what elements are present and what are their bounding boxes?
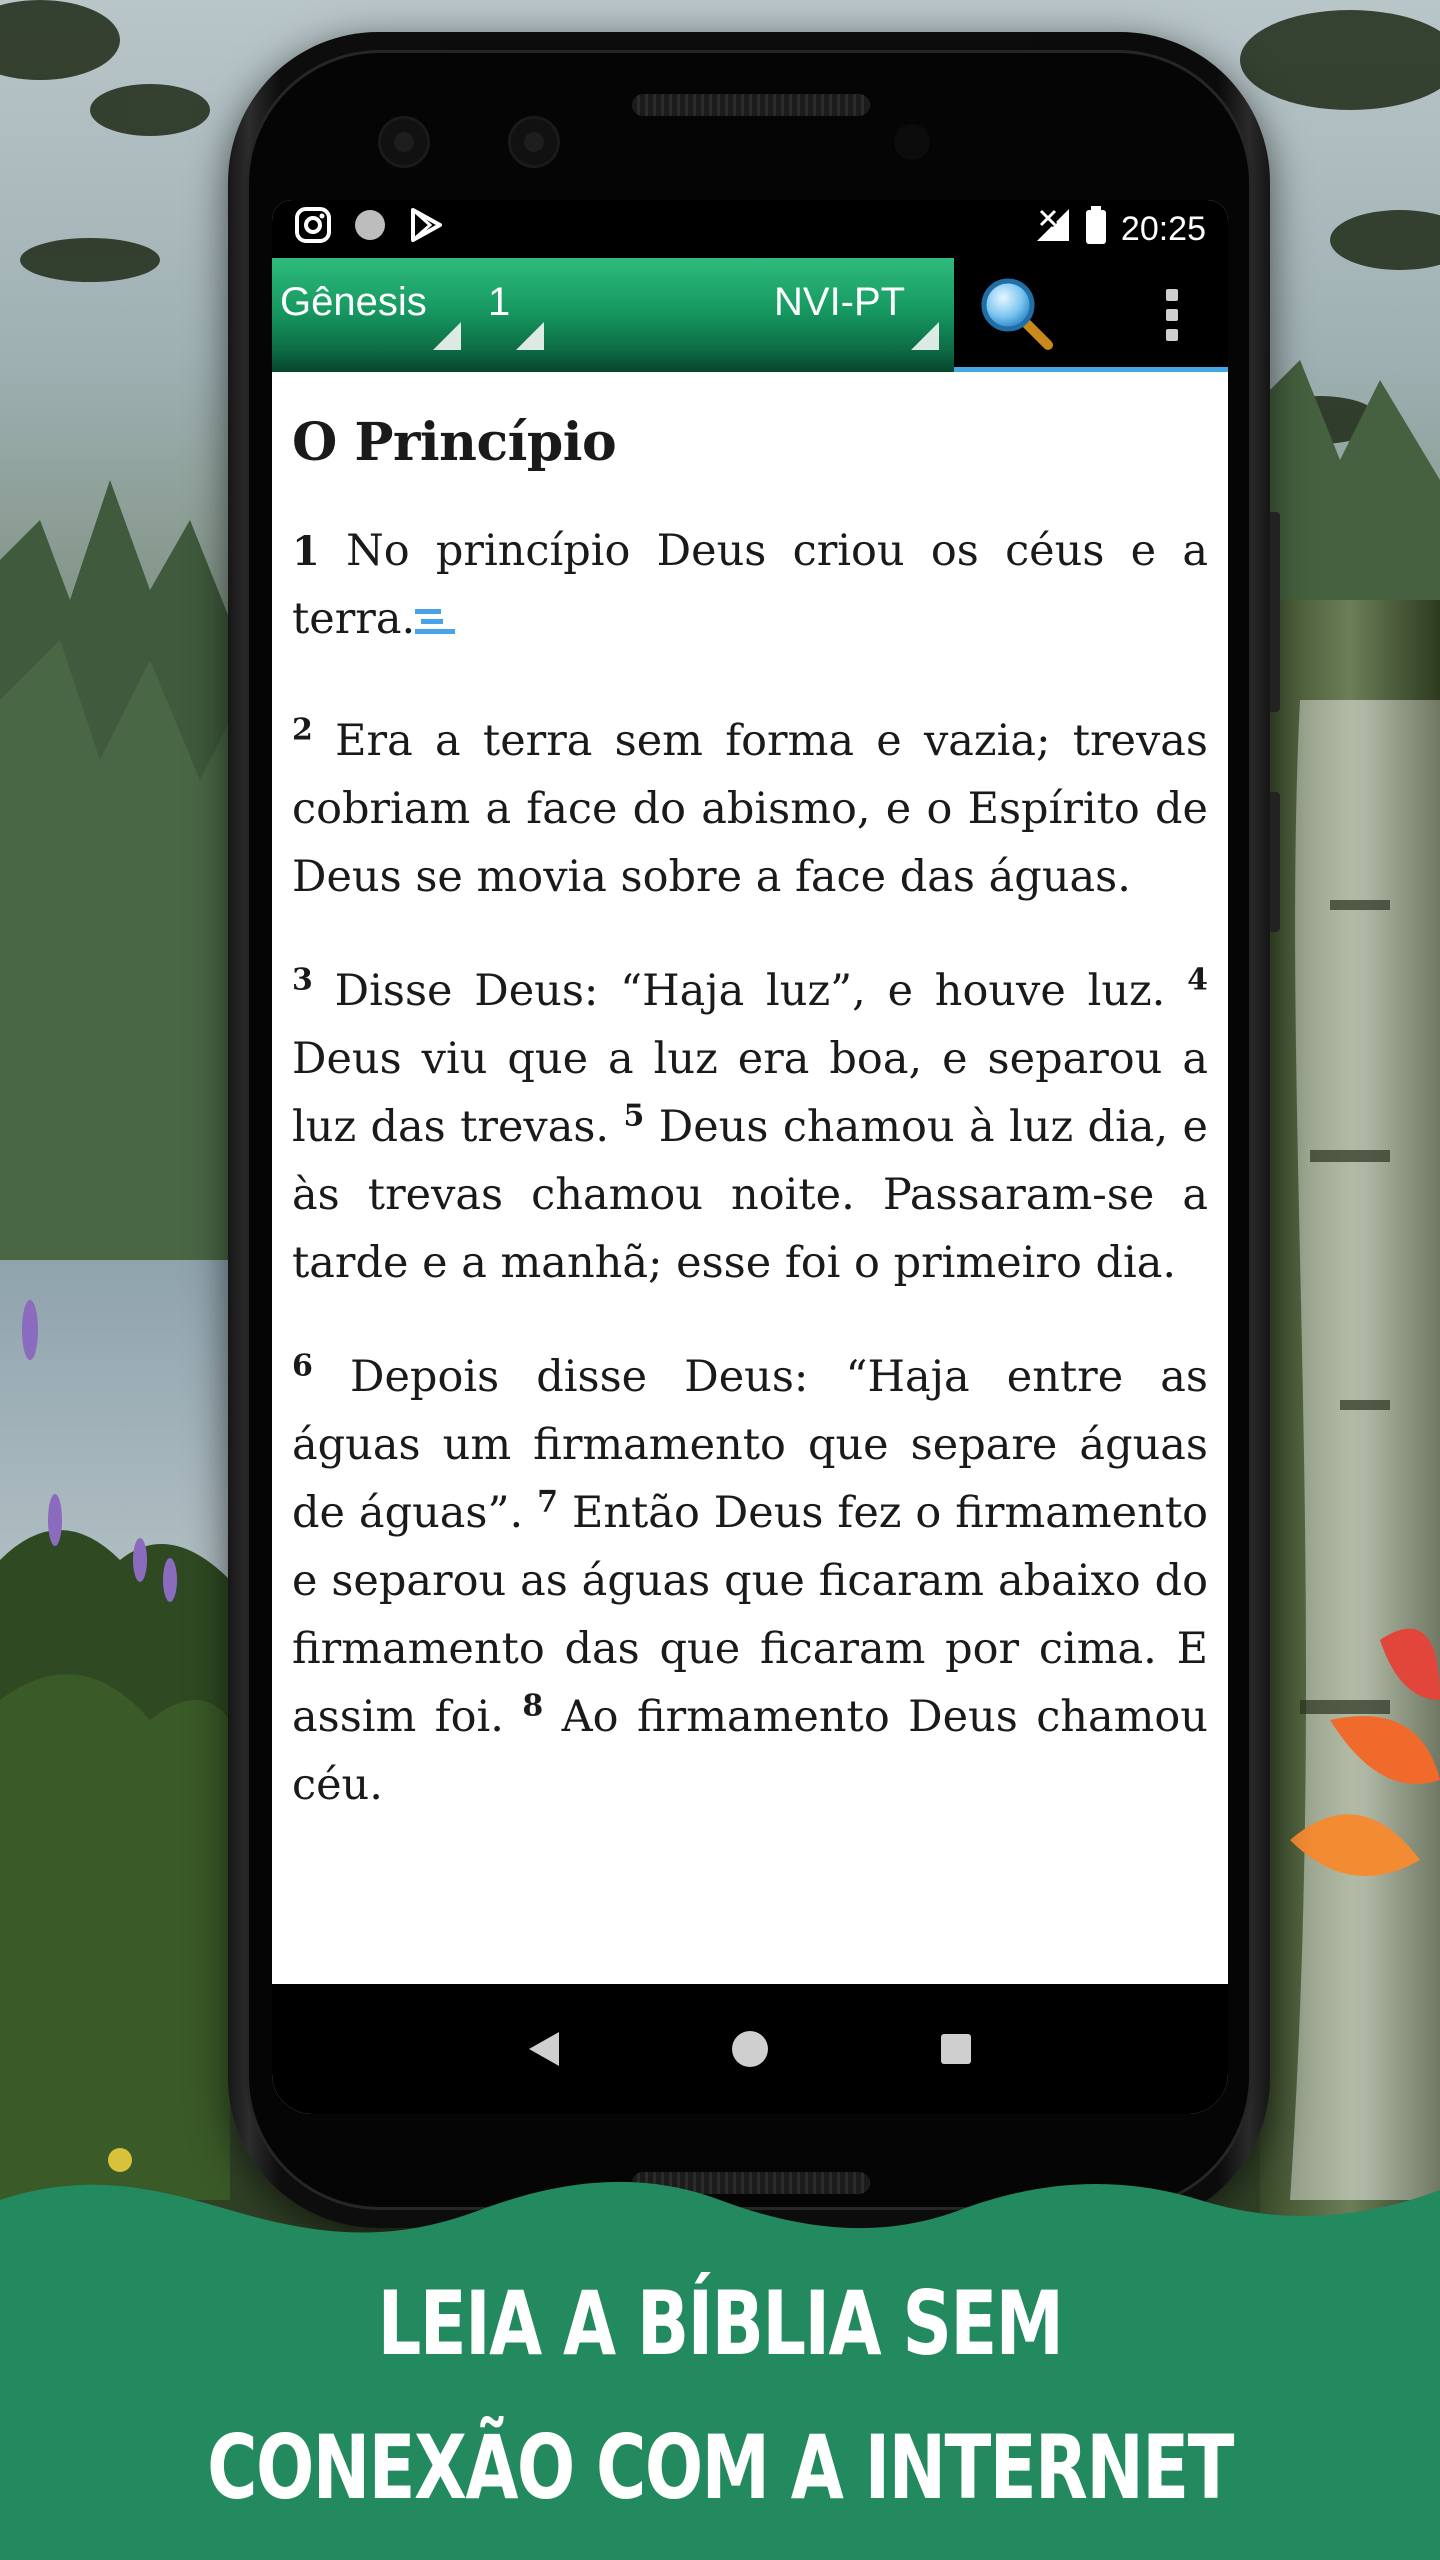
verse-text: Era a terra sem forma e vazia; trevas cobriam a face do abismo, e o Espírito de Deus se movia sobre a face das águas.: [292, 716, 1208, 902]
verse-text: Então Deus fez o firmamento e separou as águas que ficaram abaixo do firmamento das que ficaram por cima. E assim foi.: [292, 1488, 1208, 1742]
version-selector[interactable]: [774, 280, 939, 350]
book-selector[interactable]: [280, 280, 461, 350]
instagram-icon: [294, 206, 332, 253]
verse-number[interactable]: 7: [537, 1484, 558, 1520]
menu-dot: [1166, 309, 1178, 321]
app-toolbar: [272, 258, 1228, 372]
phone-screen: [272, 200, 1228, 2114]
version-label: NVI-PT: [774, 280, 906, 324]
status-system-icons: [1035, 206, 1206, 253]
verse-number[interactable]: 2: [292, 712, 313, 748]
chapter-label: 1: [488, 280, 511, 324]
verse-number[interactable]: 8: [522, 1688, 544, 1724]
volume-button: [1270, 792, 1280, 932]
power-button: [1270, 512, 1280, 712]
circle-notification-icon: [352, 207, 388, 252]
book-chapter-version-bar: [272, 258, 954, 372]
back-icon[interactable]: [529, 2032, 559, 2066]
dropdown-triangle-icon: [433, 322, 461, 350]
front-sensor: [508, 116, 560, 168]
verse-text: No princípio Deus criou os céus e a terra.: [292, 526, 1208, 644]
verse-text: Deus chamou à luz dia, e às trevas chamou noite. Passaram-se a tarde e a manhã; esse foi o primeiro dia.: [292, 1102, 1208, 1288]
chapter-selector[interactable]: [488, 280, 544, 350]
overflow-menu-button[interactable]: [1132, 272, 1212, 358]
verse-text: Ao firmamento Deus chamou céu.: [292, 1692, 1208, 1810]
front-camera: [378, 116, 430, 168]
book-label: Gênesis: [280, 280, 427, 324]
verse-paragraph: [292, 707, 1208, 911]
verse-paragraph: [292, 1343, 1208, 1819]
overflow-menu-icon: [1166, 289, 1178, 301]
status-notification-icons: [294, 206, 444, 253]
verse-text: Deus viu que a luz era boa, e separou a luz das trevas.: [292, 1034, 1208, 1152]
promo-banner: [0, 2180, 1440, 2560]
search-button[interactable]: [968, 272, 1064, 358]
verse-number[interactable]: 1: [292, 528, 320, 575]
verse-number[interactable]: 6: [292, 1348, 313, 1384]
home-icon[interactable]: [732, 2031, 768, 2067]
verse-text: Disse Deus: “Haja luz”, e houve luz.: [312, 966, 1188, 1016]
proximity-sensor: [894, 124, 930, 160]
verse-paragraph: [292, 517, 1208, 661]
dropdown-triangle-icon: [911, 322, 939, 350]
verse-number[interactable]: 4: [1187, 962, 1208, 998]
earpiece-speaker: [632, 94, 870, 116]
banner-headline-line2: CONEXÃO COM A INTERNET: [207, 2416, 1233, 2519]
menu-dot: [1166, 329, 1178, 341]
android-nav-bar: [272, 1984, 1228, 2114]
play-store-icon: [408, 207, 444, 252]
section-title: O Princípio: [292, 412, 617, 473]
verse-text: Depois disse Deus: “Haja entre as águas um firmamento que separe águas de águas”.: [292, 1352, 1208, 1538]
battery-icon: [1085, 206, 1107, 253]
verse-paragraph: [292, 957, 1208, 1297]
magnifier-icon: [976, 273, 1056, 357]
footnote-icon[interactable]: [415, 593, 455, 661]
reading-pane[interactable]: [272, 372, 1228, 1984]
status-bar: [272, 200, 1228, 258]
verse-number[interactable]: 3: [292, 962, 313, 998]
recents-icon[interactable]: [941, 2034, 971, 2064]
status-time: 20:25: [1120, 209, 1206, 248]
verse-number[interactable]: 5: [623, 1098, 645, 1134]
no-signal-icon: [1035, 207, 1071, 252]
banner-headline-line1: LEIA A BÍBLIA SEM: [377, 2272, 1063, 2375]
dropdown-triangle-icon: [516, 322, 544, 350]
